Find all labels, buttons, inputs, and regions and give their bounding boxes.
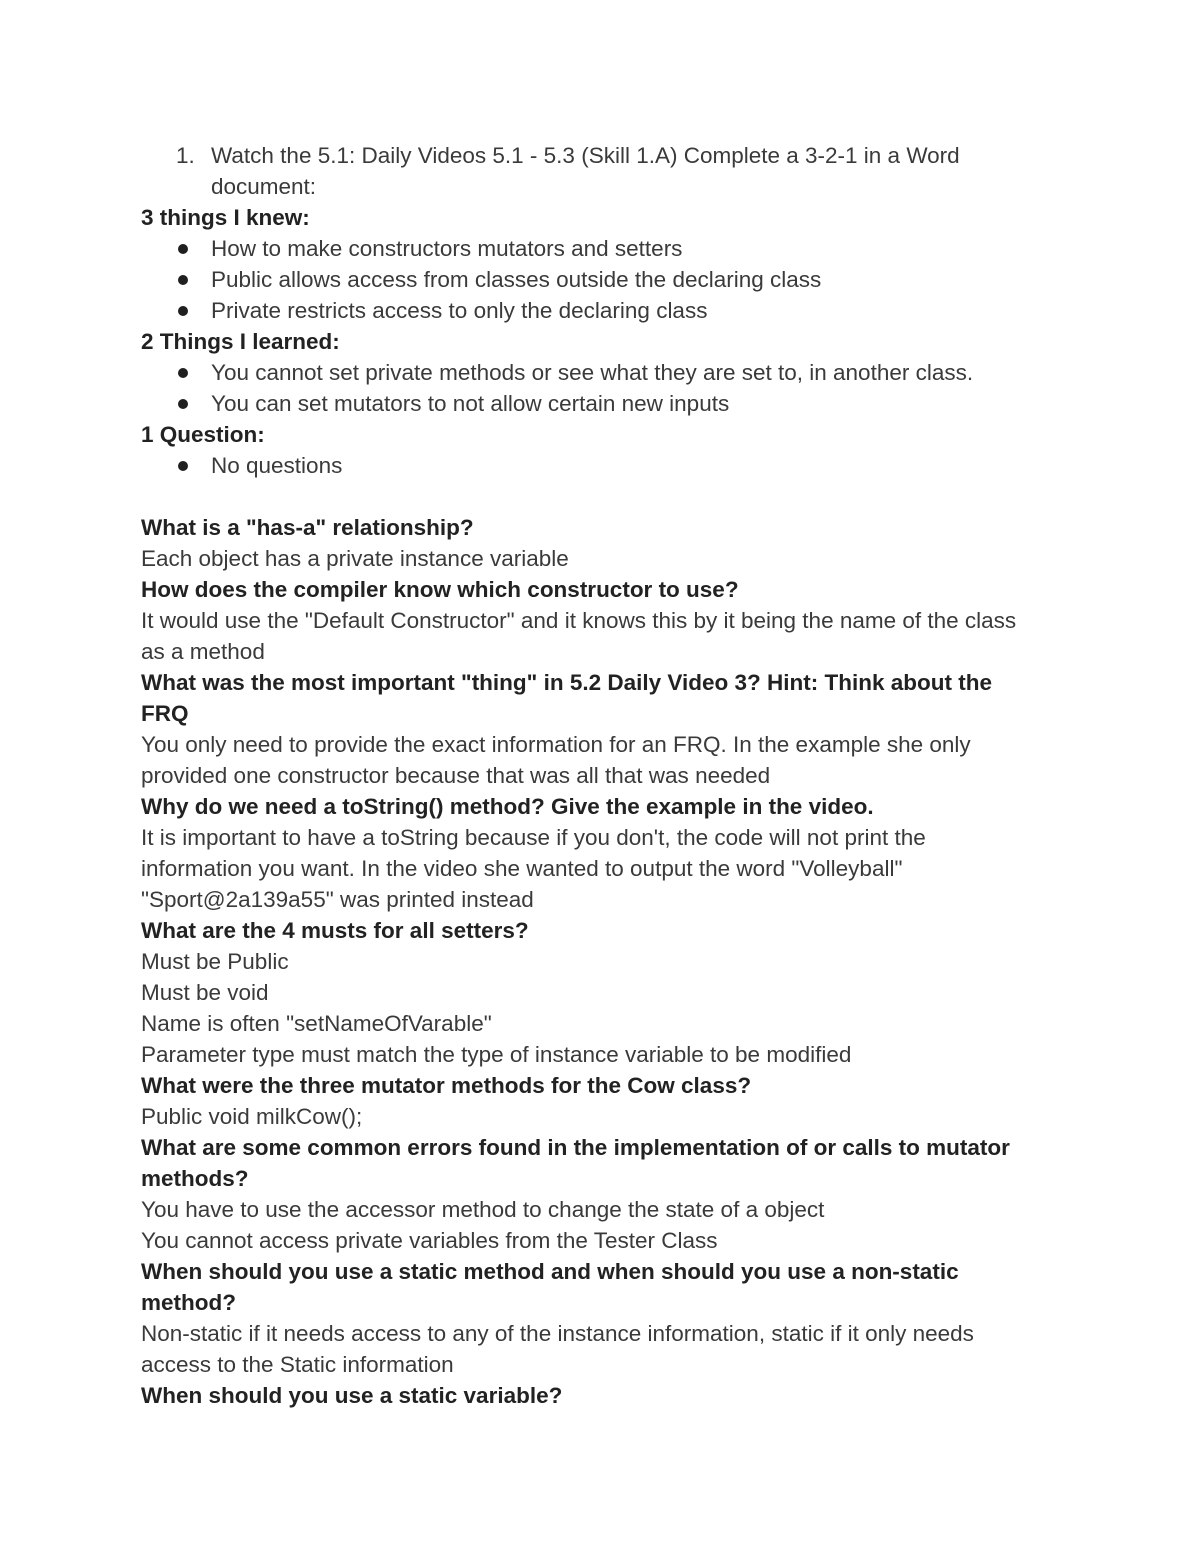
- answer-text: as a method: [141, 639, 265, 664]
- question-text: What were the three mutator methods for the Cow class?: [141, 1073, 752, 1098]
- bullet-dot: [178, 461, 188, 471]
- answer-text: provided one constructor because that was all that was needed: [141, 763, 771, 788]
- answer-text: Each object has a private instance variable: [141, 546, 569, 571]
- answer-text: It is important to have a toString because if you don't, the code will not print the: [141, 825, 926, 850]
- answer-text: Non-static if it needs access to any of the instance information, static if it only needs: [141, 1321, 974, 1346]
- answer-text: You only need to provide the exact information for an FRQ. In the example she only: [141, 732, 971, 757]
- answer-text: Parameter type must match the type of instance variable to be modified: [141, 1042, 852, 1067]
- section-heading-two-things: 2 Things I learned:: [141, 329, 340, 354]
- answer-text: You cannot access private variables from the Tester Class: [141, 1228, 718, 1253]
- bullet-dot: [178, 275, 188, 285]
- question-text: What is a "has-a" relationship?: [141, 515, 474, 540]
- question-text: FRQ: [141, 701, 189, 726]
- list-item: Private restricts access to only the declaring class: [211, 298, 708, 323]
- answer-text: "Sport@2a139a55" was printed instead: [141, 887, 534, 912]
- intro-line-1: Watch the 5.1: Daily Videos 5.1 - 5.3 (Skill 1.A) Complete a 3-2-1 in a Word: [211, 143, 960, 168]
- question-text: When should you use a static method and when should you use a non-static: [141, 1259, 959, 1284]
- answer-text: Must be Public: [141, 949, 289, 974]
- list-item: No questions: [211, 453, 343, 478]
- intro-line-2: document:: [211, 174, 317, 199]
- answer-text: access to the Static information: [141, 1352, 454, 1377]
- list-item: Public allows access from classes outside the declaring class: [211, 267, 822, 292]
- bullet-dot: [178, 306, 188, 316]
- answer-text: It would use the "Default Constructor" and it knows this by it being the name of the class: [141, 608, 1017, 633]
- question-text: What was the most important "thing" in 5.2 Daily Video 3? Hint: Think about the: [141, 670, 992, 695]
- list-number: 1.: [176, 143, 195, 168]
- question-text: method?: [141, 1290, 236, 1315]
- answer-text: Must be void: [141, 980, 269, 1005]
- question-text: What are the 4 musts for all setters?: [141, 918, 529, 943]
- bullet-dot: [178, 368, 188, 378]
- question-text: What are some common errors found in the implementation of or calls to mutator: [141, 1135, 1010, 1160]
- list-item: You can set mutators to not allow certain new inputs: [211, 391, 730, 416]
- answer-text: Public void milkCow();: [141, 1104, 363, 1129]
- bullet-dot: [178, 399, 188, 409]
- answer-text: You have to use the accessor method to change the state of a object: [141, 1197, 825, 1222]
- question-text: How does the compiler know which constructor to use?: [141, 577, 739, 602]
- answer-text: Name is often "setNameOfVarable": [141, 1011, 492, 1036]
- question-text: methods?: [141, 1166, 249, 1191]
- list-item: How to make constructors mutators and setters: [211, 236, 683, 261]
- question-text: Why do we need a toString() method? Give the example in the video.: [141, 794, 874, 819]
- section-heading-three-things: 3 things I knew:: [141, 205, 310, 230]
- question-text: When should you use a static variable?: [141, 1383, 563, 1408]
- answer-text: information you want. In the video she wanted to output the word "Volleyball": [141, 856, 903, 881]
- bullet-dot: [178, 244, 188, 254]
- list-item: You cannot set private methods or see what they are set to, in another class.: [211, 360, 974, 385]
- section-heading-one-question: 1 Question:: [141, 422, 265, 447]
